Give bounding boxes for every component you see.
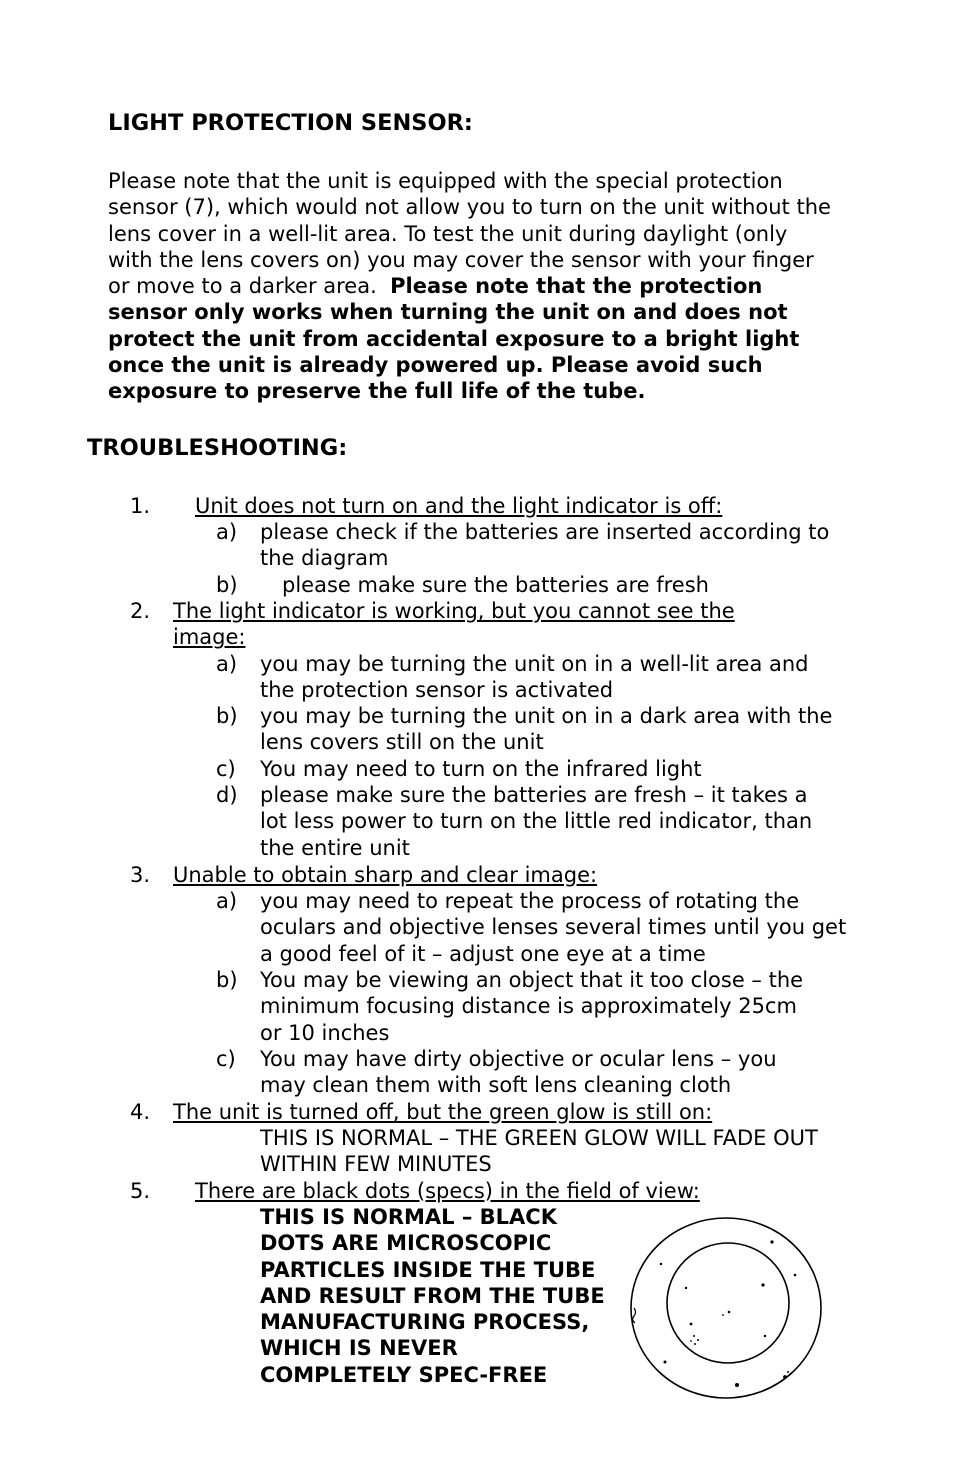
item-2a-letter: a) xyxy=(216,652,238,676)
field-of-view-illustration xyxy=(625,1212,830,1407)
item-5-number: 5. xyxy=(130,1179,151,1203)
light-protection-normal-text: Please note that the unit is equipped with the special protection sensor (7), which would not allow you to turn on the unit without the lens cover in a well-lit area. To test the unit during daylight (only with the lens covers on) you may cover the sensor with your finger or move to a darker area. xyxy=(108,169,831,299)
black-dot-specs xyxy=(660,1240,797,1387)
item-3a-text: you may need to repeat the process of rotating the oculars and objective lenses several times until you get a good feel of it – adjust one eye at a time xyxy=(260,889,847,966)
item-1-heading: Unit does not turn on and the light indicator is off: xyxy=(195,494,723,518)
item-3c-letter: c) xyxy=(216,1047,236,1071)
item-2d-letter: d) xyxy=(216,783,238,807)
item-1b-text: please make sure the batteries are fresh xyxy=(282,573,709,597)
item-5-heading: There are black dots (specs) in the field of view: xyxy=(195,1179,700,1203)
item-2-number: 2. xyxy=(130,599,151,623)
item-1-number: 1. xyxy=(130,494,151,518)
light-protection-title: LIGHT PROTECTION SENSOR: xyxy=(108,110,473,136)
inner-lens-circle xyxy=(667,1243,789,1363)
light-protection-paragraph xyxy=(108,168,838,405)
item-4-note: THIS IS NORMAL – THE GREEN GLOW WILL FADE OUT WITHIN FEW MINUTES xyxy=(260,1126,818,1177)
item-4-number: 4. xyxy=(130,1100,151,1124)
item-3b-letter: b) xyxy=(216,968,238,992)
item-5-note: THIS IS NORMAL – BLACK DOTS ARE MICROSCOPIC PARTICLES INSIDE THE TUBE AND RESULT FROM THE TUBE MANUFACTURING PROCESS, WHICH IS NEVER COMPLETELY SPEC-FREE xyxy=(260,1205,605,1387)
item-2c-letter: c) xyxy=(216,757,236,781)
troubleshooting-title: TROUBLESHOOTING: xyxy=(87,435,348,461)
item-3a-letter: a) xyxy=(216,889,238,913)
item-2a-text: you may be turning the unit on in a well-lit area and the protection sensor is activated xyxy=(260,652,809,703)
item-1b-letter: b) xyxy=(216,573,238,597)
item-2c-text: You may need to turn on the infrared light xyxy=(260,757,702,781)
item-1a-letter: a) xyxy=(216,520,238,544)
item-2-heading: The light indicator is working, but you cannot see the image: xyxy=(173,599,735,650)
edge-mark xyxy=(633,1308,636,1323)
item-3-number: 3. xyxy=(130,863,151,887)
item-3b-text: You may be viewing an object that it too close – the minimum focusing distance is approximately 25cm or 10 inches xyxy=(260,968,804,1045)
item-2d-text: please make sure the batteries are fresh – it takes a lot less power to turn on the little red indicator, than the entire unit xyxy=(260,783,813,860)
item-2b-text: you may be turning the unit on in a dark area with the lens covers still on the unit xyxy=(260,704,833,755)
outer-lens-circle xyxy=(631,1218,821,1398)
light-protection-bold-warning: Please note that the protection sensor only works when turning the unit on and does not protect the unit from accidental exposure to a bright light once the unit is already powered up. Please avoid such exposure to preserve the full life of the tube. xyxy=(108,274,800,404)
item-3c-text: You may have dirty objective or ocular lens – you may clean them with soft lens cleaning cloth xyxy=(260,1047,777,1098)
item-1a-text: please check if the batteries are inserted according to the diagram xyxy=(260,520,830,571)
item-4-heading: The unit is turned off, but the green glow is still on: xyxy=(173,1100,713,1124)
item-2b-letter: b) xyxy=(216,704,238,728)
item-3-heading: Unable to obtain sharp and clear image: xyxy=(173,863,598,887)
